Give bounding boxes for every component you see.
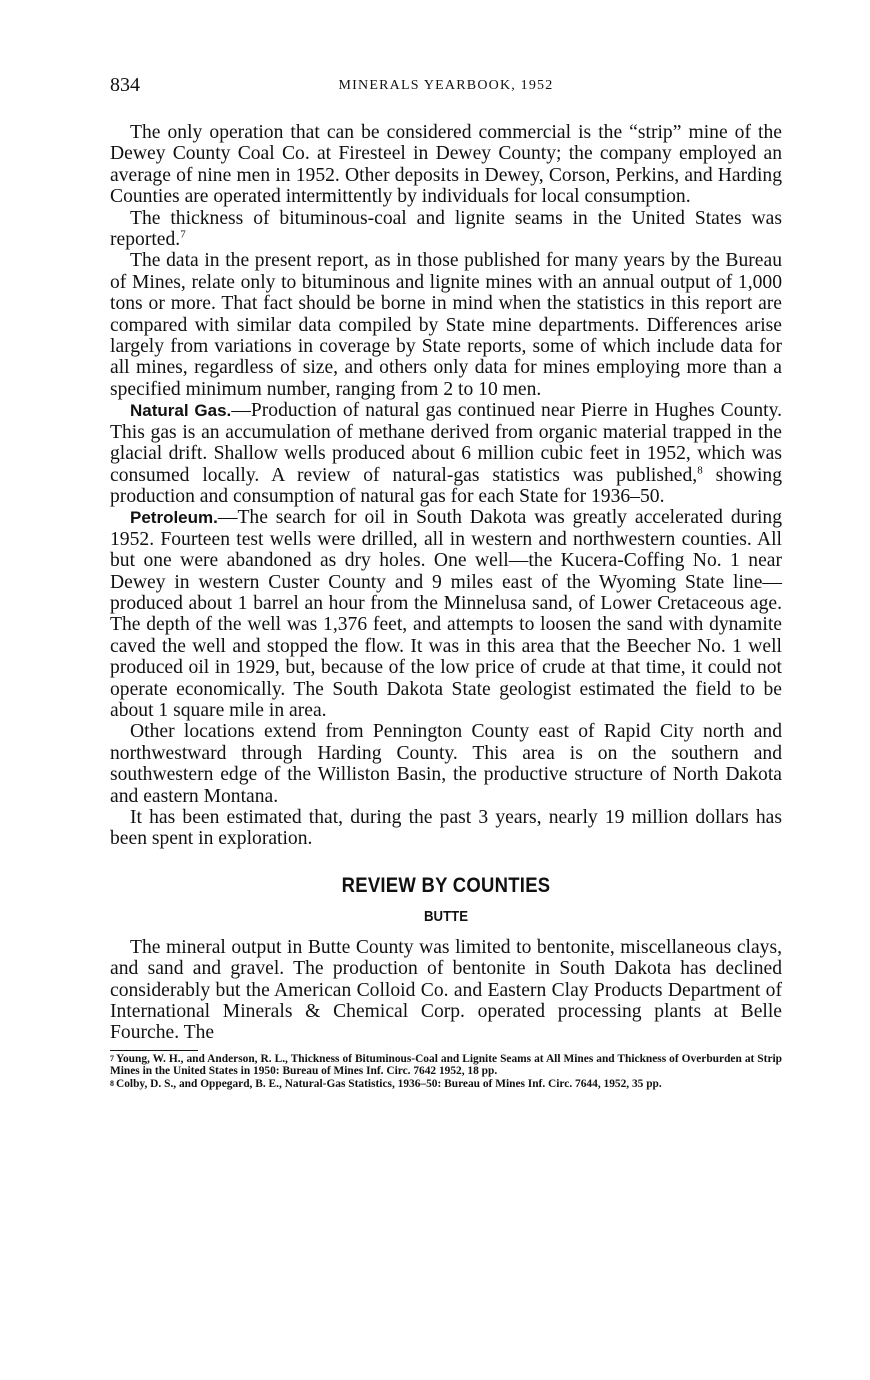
- petroleum-text: —The search for oil in South Dakota was greatly accelerated during 1952. Fourteen test wells were drilled, all in western and northwestern counties. All but one were abandoned as dry holes. One well—the Kucera-Coffing No. 1 near Dewey in western Custer County and 9 miles east of the Wyoming State line—produced about 1 barrel an hour from the Minnelusa sand, of Lower Cretaceous age. The depth of the well was 1,376 feet, and attempts to loosen the sand with dynamite caved the well and stopped the flow. It was in this area that the Beecher No. 1 well produced oil in 1929, but, because of the low price of crude at that time, it could not operate economically. The South Dakota State geologist estimated the field to be about 1 square mile in area.: [110, 507, 782, 721]
- footnote-7-text: Young, W. H., and Anderson, R. L., Thickness of Bituminous-Coal and Lignite Seams at All Mines and Thickness of Overburden at Strip Mines in the United States in 1950: Bureau of Mines Inf. Circ. 7642 1952, 18 pp.: [110, 1052, 782, 1078]
- natural-gas-text-b: showing production and consumption of natural gas for each State for 1936–50.: [110, 464, 782, 507]
- section-title-review-by-counties: REVIEW BY COUNTIES: [341, 873, 551, 897]
- paragraph-exploration-spending: It has been estimated that, during the past 3 years, nearly 19 million dollars has been spent in exploration.: [110, 807, 782, 850]
- natural-gas-heading: Natural Gas.: [130, 401, 232, 421]
- footnote-ref-8: 8: [697, 463, 703, 476]
- paragraph-natural-gas: [110, 400, 782, 507]
- natural-gas-text-a: —Production of natural gas continued near Pierre in Hughes County. This gas is an accumulation of methane derived from organic material trapped in the glacial drift. Shallow wells produced about 6 million cubic feet in 1952, which was consumed locally. A review of natural-gas statistics was published,: [110, 400, 782, 486]
- paragraph-seam-thickness: [110, 208, 782, 251]
- paragraph-petroleum: [110, 507, 782, 721]
- footnote-8: [110, 1078, 782, 1091]
- petroleum-heading: Petroleum.: [130, 508, 218, 528]
- footnote-7-mark: 7: [110, 1053, 114, 1063]
- running-title: MINERALS YEARBOOK, 1952: [338, 78, 554, 93]
- footnote-divider: [110, 1050, 198, 1051]
- subsection-title-butte: BUTTE: [424, 907, 468, 925]
- paragraph-data-coverage: The data in the present report, as in those published for many years by the Bureau of Mines, relate only to bituminous and lignite mines with an annual output of 1,000 tons or more. That fact should be borne in mind when the statistics in this report are compared with similar data compiled by State mine departments. Differences arise largely from variations in coverage by State reports, some of which include data for all mines, regardless of size, and others only data for mines employing more than a specified minimum number, ranging from 2 to 10 men.: [110, 250, 782, 400]
- paragraph-butte-county: The mineral output in Butte County was limited to bentonite, miscellaneous clays, and sand and gravel. The production of bentonite in South Dakota has declined considerably but the American Colloid Co. and Eastern Clay Products Department of International Minerals & Chemical Corp. operated processing plants at Belle Fourche. The: [110, 936, 782, 1044]
- footnote-7: [110, 1053, 782, 1078]
- footnote-ref-7: 7: [180, 228, 186, 241]
- footnote-8-text: Colby, D. S., and Oppegard, B. E., Natural-Gas Statistics, 1936–50: Bureau of Mines Inf. Circ. 7644, 1952, 35 pp.: [116, 1078, 662, 1091]
- footnote-8-mark: 8: [110, 1079, 114, 1089]
- body-text: [110, 122, 782, 1091]
- paragraph-other-locations: Other locations extend from Pennington County east of Rapid City north and northwestward through Harding County. This area is on the southern and southwestern edge of the Williston Basin, the productive structure of North Dakota and eastern Montana.: [110, 721, 782, 807]
- page-header: [110, 74, 782, 104]
- document-page: [110, 74, 782, 1091]
- paragraph-coal-operations: The only operation that can be considered commercial is the “strip” mine of the Dewey County Coal Co. at Firesteel in Dewey County; the company employed an average of nine men in 1952. Other deposits in Dewey, Corson, Perkins, and Harding Counties are operated intermittently by individuals for local consumption.: [110, 122, 782, 208]
- page-number: 834: [110, 74, 140, 96]
- paragraph-seam-thickness-text: The thickness of bituminous-coal and lignite seams in the United States was reported.: [110, 207, 782, 251]
